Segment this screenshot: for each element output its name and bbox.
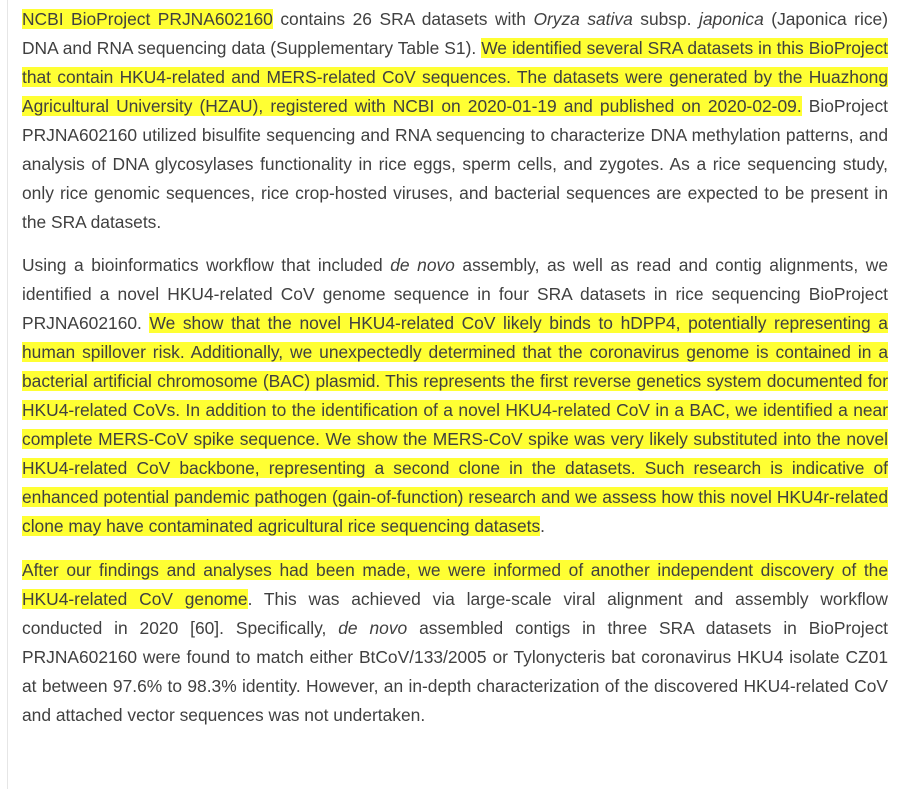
text-segment-italic: Oryza sativa [533,9,633,29]
paragraph-workflow-findings [22,251,888,541]
text-segment-highlighted: We identified several SRA datasets in this BioProject that contain HKU4-related and MERS-related CoV sequences. The datasets were generated by the Huazhong Agricultural University (HZAU), registered with NCBI on 2020-01-19 and published on 2020-02-09. [22,38,888,116]
text-segment-italic: japonica [698,9,764,29]
text-segment-highlighted: We show that the novel HKU4-related CoV likely binds to hDPP4, potentially representing a human spillover risk. Additionally, we unexpectedly determined that the coronavirus genome is contained in a bacterial artificial chromosome (BAC) plasmid. This represents the first reverse genetics system documented for HKU4-related CoVs. In addition to the identification of a novel HKU4-related CoV in a BAC, we identified a near complete MERS-CoV spike sequence. We show the MERS-CoV spike was very likely substituted into the novel HKU4-related CoV backbone, representing a second clone in the datasets. Such research is indicative of enhanced potential pandemic pathogen (gain-of-function) research and we assess how this novel HKU4r-related clone may have contaminated agricultural rice sequencing datasets [22,313,888,536]
text-segment: assembly, as well as read and contig alignments, we identified a novel HKU4-related CoV genome sequence in four SRA datasets in rice sequencing BioProject PRJNA602160. [22,255,889,333]
text-segment: subsp. [632,9,699,29]
text-segment: (Japonica rice) DNA and RNA sequencing data (Supplementary Table S1). [22,9,888,58]
text-segment: . This was achieved via large-scale viral alignment and assembly workflow conducted in 2020 [60]. Specifically, [22,589,888,638]
text-segment: . [540,516,545,536]
text-segment-italic: de novo [390,255,455,275]
paragraph-bioproject-summary [22,5,888,237]
text-segment: Using a bioinformatics workflow that included [22,255,391,275]
left-border-rule [7,0,8,789]
text-segment: BioProject PRJNA602160 utilized bisulfite sequencing and RNA sequencing to characterize DNA methylation patterns, and analysis of DNA glycosylases functionality in rice eggs, sperm cells, and zygotes. As a rice sequencing study, only rice genomic sequences, rice crop-hosted viruses, and bacterial sequences are expected to be present in the SRA datasets. [22,96,888,232]
document-body [22,5,888,730]
text-segment-highlighted: After our findings and analyses had been made, we were informed of another independent discovery of the HKU4-related CoV genome [22,560,888,609]
text-segment: NCBI BioProject PRJNA602160 [22,9,273,29]
text-segment: contains 26 SRA datasets with [272,9,534,29]
text-segment-italic: de novo [338,618,408,638]
paragraph-independent-discovery [22,556,888,730]
text-segment: assembled contigs in three SRA datasets in BioProject PRJNA602160 were found to match either BtCoV/133/2005 or Tylonycteris bat coronavirus HKU4 isolate CZ01 at between 97.6% to 98.3% identity. However, an in-depth characterization of the discovered HKU4-related CoV and attached vector sequences was not undertaken. [22,618,888,725]
